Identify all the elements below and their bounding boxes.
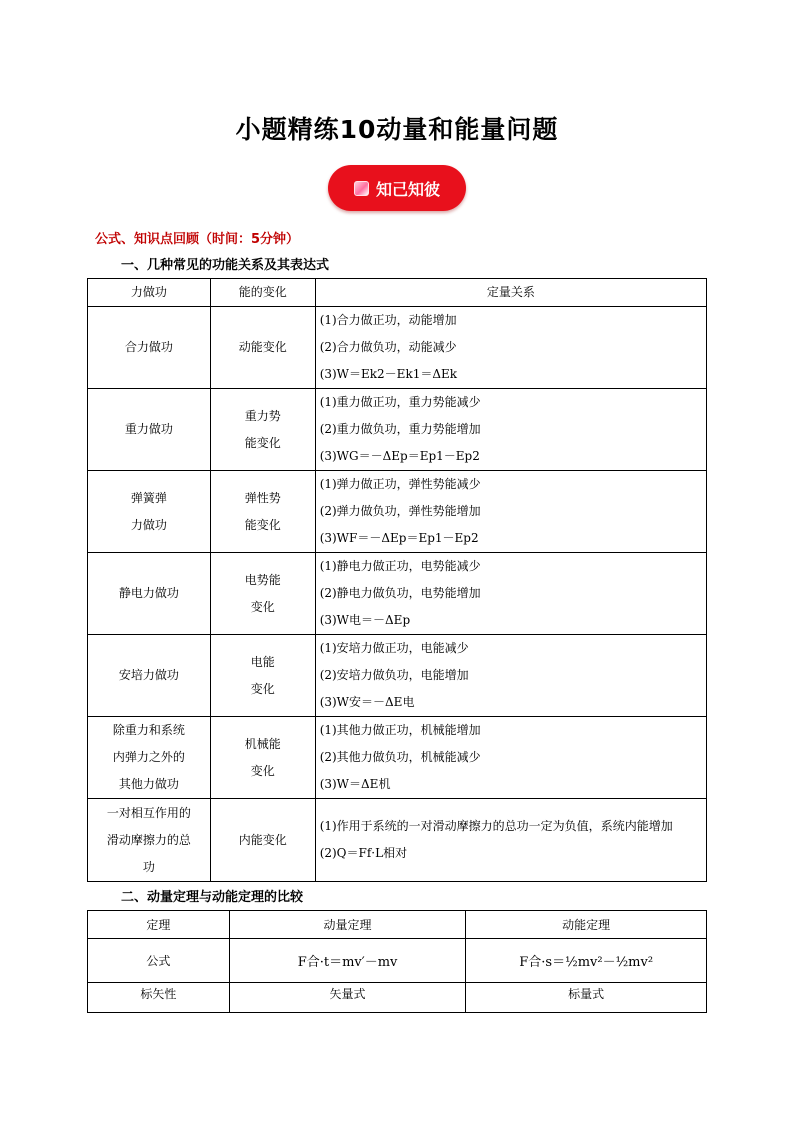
- force-cell: [88, 307, 211, 389]
- energy-text: 变化: [250, 599, 275, 614]
- force-text: 力做功: [130, 517, 167, 532]
- energy-text: 变化: [250, 681, 275, 696]
- header-quant-relation: 定量关系: [315, 279, 706, 307]
- energy-text: 动能变化: [238, 340, 287, 354]
- energy-cell: [210, 471, 315, 553]
- energy-cell: [210, 635, 315, 717]
- energy-formula: F合·s＝½mv²－½mv²: [466, 939, 707, 983]
- table-row: [88, 799, 707, 882]
- review-time-line: 公式、知识点回顾（时间：5分钟）: [95, 232, 300, 247]
- vector-label: 标矢性: [88, 983, 230, 1013]
- force-text: 一对相互作用的: [106, 805, 191, 820]
- section2-heading: 二、动量定理与动能定理的比较: [121, 890, 304, 905]
- force-cell: [88, 799, 211, 882]
- relation-line: (1)弹力做正功，弹性势能减少: [319, 477, 481, 491]
- relation-line: (1)静电力做正功，电势能减少: [319, 559, 481, 573]
- section1-heading: 一、几种常见的功能关系及其表达式: [121, 258, 330, 273]
- badge-label: 知己知彼: [375, 179, 440, 199]
- energy-text: 电势能: [244, 572, 281, 587]
- force-text: 合力做功: [124, 340, 173, 354]
- relation-cell: [315, 799, 706, 882]
- force-text: 除重力和系统: [112, 723, 185, 737]
- header-theorem: 定理: [88, 911, 230, 939]
- table-row: [88, 939, 707, 983]
- table-row: [88, 717, 707, 799]
- energy-cell: [210, 307, 315, 389]
- force-text: 其他力做功: [118, 777, 179, 791]
- energy-text: 内能变化: [238, 832, 287, 847]
- relation-line: (1)安培力做正功，电能减少: [319, 641, 469, 655]
- relation-cell: [315, 471, 706, 553]
- energy-cell: [210, 799, 315, 882]
- force-cell: [88, 389, 211, 471]
- force-text: 重力做功: [124, 422, 173, 436]
- force-text: 滑动摩擦力的总: [106, 832, 191, 847]
- table-row: [88, 389, 707, 471]
- header-energy-change: 能的变化: [210, 279, 315, 307]
- formula-label: 公式: [88, 939, 230, 983]
- relation-line: (2)静电力做负功，电势能增加: [319, 586, 481, 600]
- relation-line: (3)WF＝－ΔEp＝Ep1－Ep2: [319, 531, 479, 545]
- relation-line: (2)弹力做负功，弹性势能增加: [319, 504, 481, 518]
- relation-line: (3)W＝ΔE机: [319, 777, 391, 791]
- relation-line: (3)WG＝－ΔEp＝Ep1－Ep2: [319, 449, 480, 463]
- relation-cell: [315, 553, 706, 635]
- force-cell: [88, 635, 211, 717]
- energy-text: 变化: [250, 763, 275, 778]
- energy-text: 弹性势: [244, 490, 281, 505]
- force-text: 功: [142, 859, 155, 874]
- relation-line: (2)安培力做负功，电能增加: [319, 668, 469, 682]
- relation-cell: [315, 717, 706, 799]
- force-text: 静电力做功: [118, 586, 179, 600]
- relation-line: (1)重力做正功，重力势能减少: [319, 395, 481, 409]
- table-row: [88, 983, 707, 1013]
- force-cell: [88, 471, 211, 553]
- function-energy-table: [87, 278, 707, 882]
- badge-icon: [354, 181, 369, 196]
- table-row: [88, 635, 707, 717]
- energy-text: 能变化: [244, 435, 281, 450]
- header-force-work: 力做功: [88, 279, 211, 307]
- force-cell: [88, 717, 211, 799]
- relation-line: (1)其他力做正功，机械能增加: [319, 723, 481, 737]
- energy-text: 重力势: [244, 408, 281, 423]
- relation-line: (2)其他力做负功，机械能减少: [319, 750, 481, 764]
- header-kinetic-energy-theorem: 动能定理: [466, 911, 707, 939]
- energy-cell: [210, 553, 315, 635]
- energy-text: 机械能: [244, 736, 281, 751]
- table-row: [88, 307, 707, 389]
- energy-cell: [210, 389, 315, 471]
- energy-text: 能变化: [244, 517, 281, 532]
- relation-line: (2)重力做负功，重力势能增加: [319, 422, 481, 436]
- relation-line: (3)W安＝－ΔE电: [319, 695, 415, 709]
- force-text: 安培力做功: [118, 668, 179, 682]
- theorem-comparison-table: [87, 910, 707, 1013]
- energy-text: 电能: [250, 654, 275, 669]
- table-header-row: [88, 279, 707, 307]
- table-row: [88, 471, 707, 553]
- momentum-vector-type: 矢量式: [229, 983, 466, 1013]
- energy-scalar-type: 标量式: [466, 983, 707, 1013]
- relation-cell: [315, 389, 706, 471]
- header-momentum-theorem: 动量定理: [229, 911, 466, 939]
- table-header-row: [88, 911, 707, 939]
- relation-line: (3)W＝Ek2－Ek1＝ΔEk: [319, 367, 458, 381]
- relation-line: (1)合力做正功，动能增加: [319, 313, 457, 327]
- force-text: 弹簧弹: [130, 490, 167, 505]
- relation-cell: [315, 307, 706, 389]
- force-cell: [88, 553, 211, 635]
- relation-line: (3)W电＝－ΔEp: [319, 613, 411, 627]
- relation-line: (2)Q＝Ff·L相对: [319, 846, 408, 860]
- table-row: [88, 553, 707, 635]
- page-title: 小题精练10动量和能量问题: [235, 115, 559, 144]
- momentum-formula: F合·t＝mv′－mv: [229, 939, 466, 983]
- section-badge: [328, 165, 466, 211]
- force-text: 内弹力之外的: [112, 750, 185, 764]
- relation-cell: [315, 635, 706, 717]
- relation-line: (2)合力做负功，动能减少: [319, 340, 457, 354]
- relation-line: (1)作用于系统的一对滑动摩擦力的总功一定为负值，系统内能增加: [319, 819, 673, 833]
- energy-cell: [210, 717, 315, 799]
